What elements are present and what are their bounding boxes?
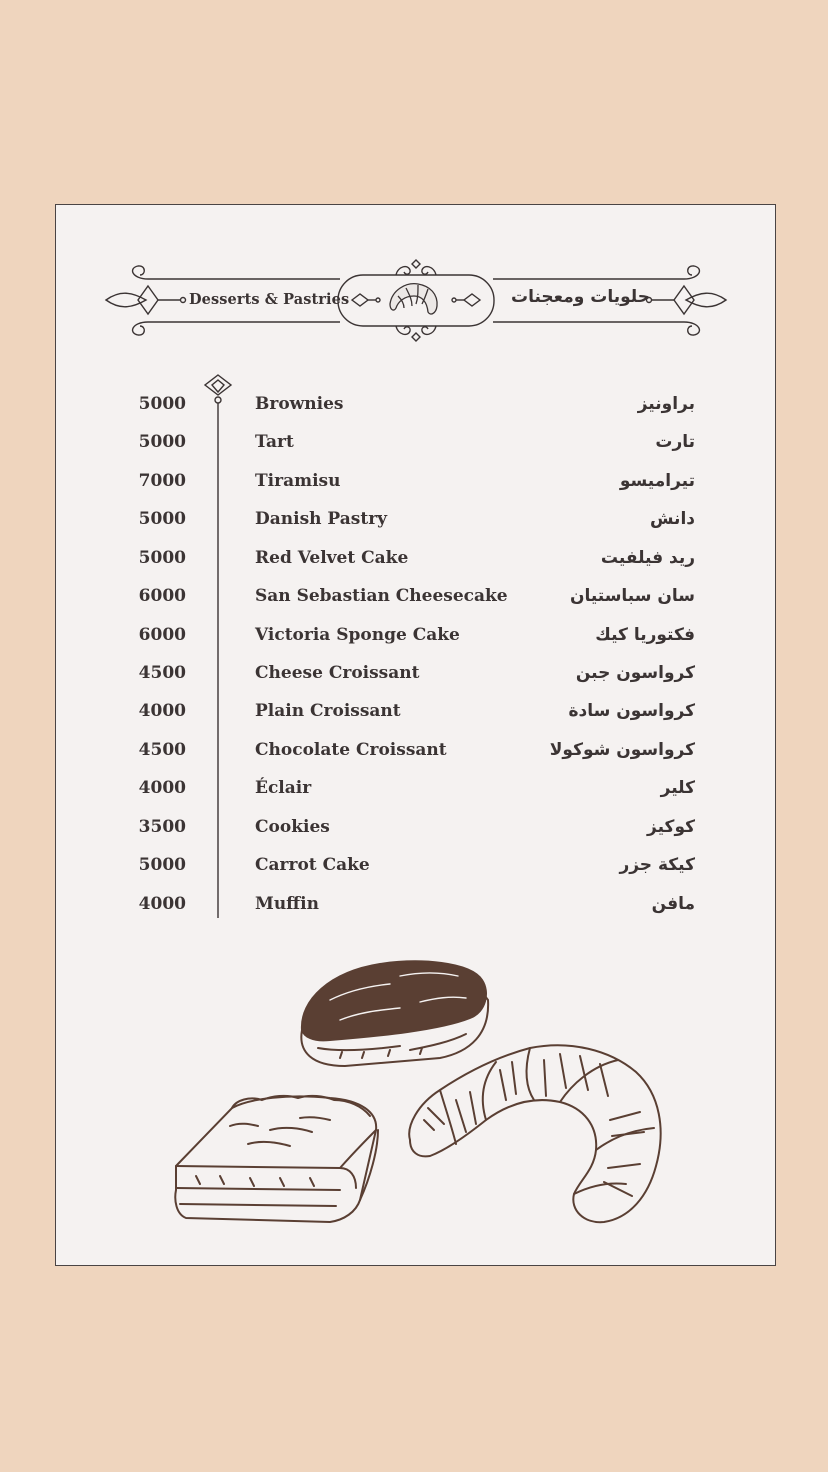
item-name: Cookies [255,817,330,837]
tart-illustration [175,1096,378,1222]
item-price: 4000 [138,894,186,914]
item-price: 5000 [138,855,186,875]
item-name: Tart [255,432,294,452]
item-price: 7000 [138,471,186,491]
title-arabic: حلويات ومعجنات [511,287,650,307]
item-price: 4000 [138,701,186,721]
item-name-arabic: كرواسون سادة [568,701,695,721]
item-name-arabic: ريد فيلفيت [600,548,695,568]
item-price: 5000 [138,509,186,529]
item-name-arabic: فكتوريا كيك [595,625,695,645]
item-name-arabic: كلير [660,778,695,798]
item-name: Carrot Cake [255,855,370,875]
item-name-arabic: تيراميسو [619,471,695,491]
item-name: Plain Croissant [255,701,401,721]
croissant-illustration [409,1045,660,1222]
item-price: 4500 [138,663,186,683]
item-price: 5000 [138,432,186,452]
item-name: Tiramisu [255,471,341,491]
item-name-arabic: كرواسون شوكولا [549,740,695,760]
title-english: Desserts & Pastries [189,291,350,308]
item-name-arabic: كوكيز [647,817,695,837]
item-price: 5000 [138,548,186,568]
item-name-arabic: مافن [651,894,695,914]
item-name-arabic: كرواسون جبن [575,663,695,683]
item-price: 6000 [138,586,186,606]
item-name: Red Velvet Cake [255,548,409,568]
item-name: Danish Pastry [255,509,388,529]
item-name-arabic: سان سباستيان [569,586,695,606]
item-price: 4000 [138,778,186,798]
item-name: Muffin [255,894,319,914]
item-name: Brownies [255,394,344,414]
item-name-arabic: كيكة جزر [619,855,695,875]
item-name: Cheese Croissant [255,663,420,683]
item-name-arabic: براونيز [637,394,695,414]
item-name: Chocolate Croissant [255,740,447,760]
item-name: Éclair [255,778,312,798]
item-name: Victoria Sponge Cake [255,625,460,645]
item-price: 4500 [138,740,186,760]
item-price: 3500 [138,817,186,837]
item-name: San Sebastian Cheesecake [255,586,508,606]
eclair-illustration [301,961,488,1066]
item-name-arabic: تارت [655,432,695,452]
item-price: 5000 [138,394,186,414]
item-price: 6000 [138,625,186,645]
item-name-arabic: دانش [650,509,695,529]
